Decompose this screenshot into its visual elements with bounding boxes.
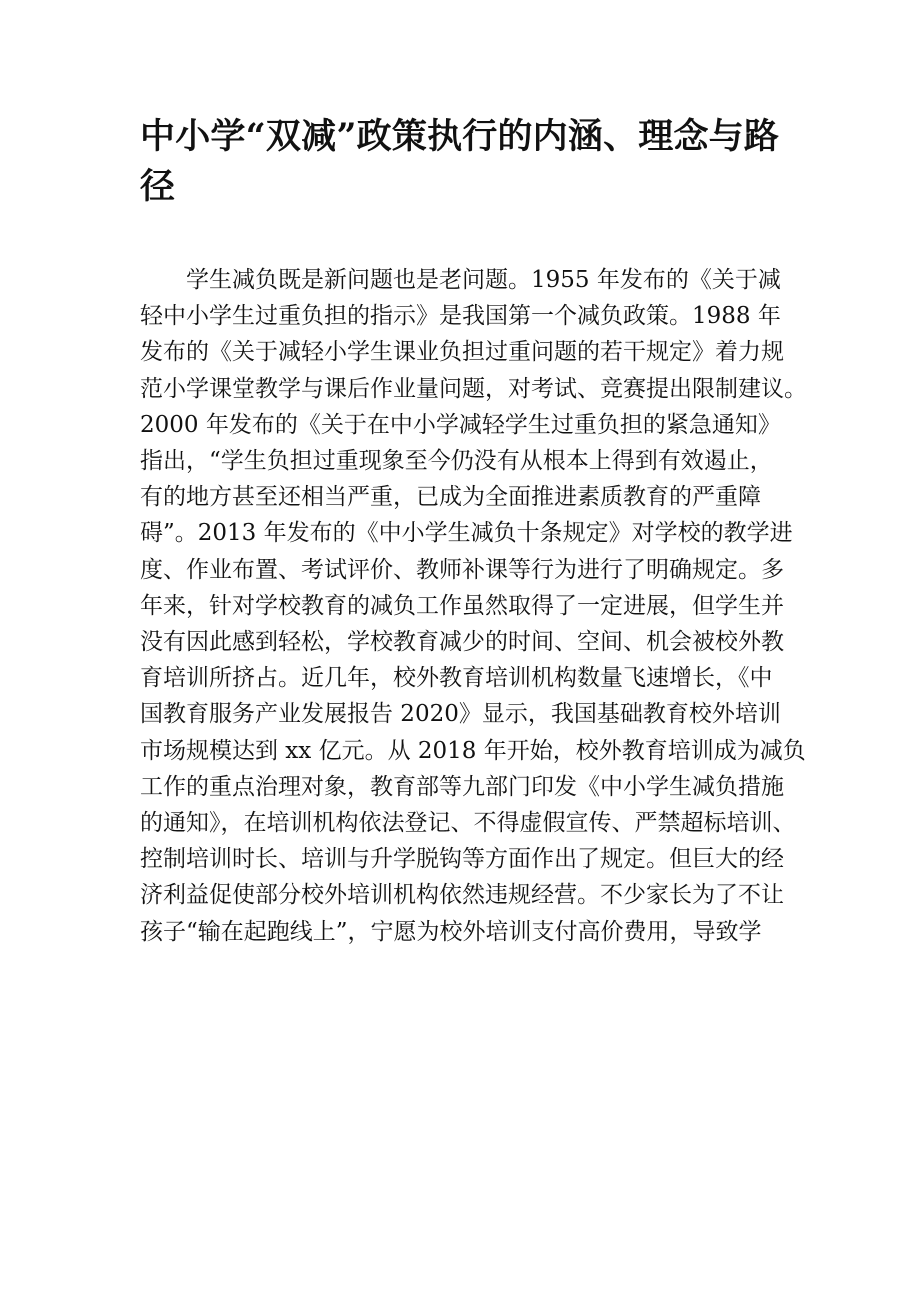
paragraph-line: 2000 年发布的《关于在中小学减轻学生过重负担的紧急通知》 — [140, 411, 781, 438]
paragraph-line: 的通知》，在培训机构依法登记、不得虚假宣传、严禁超标培训、 — [140, 810, 796, 837]
paragraph-line: 指出，“学生负担过重现象至今仍没有从根本上得到有效遏止， — [140, 448, 773, 475]
paragraph-line: 育培训所挤占。近几年，校外教育培训机构数量飞速增长，《中 — [140, 665, 773, 692]
paragraph-line: 孩子“输在起跑线上”，宁愿为校外培训支付高价费用，导致学 — [140, 918, 762, 945]
body-paragraph — [140, 262, 807, 950]
paragraph-line: 市场规模达到 xx 亿元。从 2018 年开始，校外教育培训成为减负 — [140, 737, 806, 764]
paragraph-line: 学生减负既是新问题也是老问题。1955 年发布的《关于减 — [186, 267, 781, 293]
paragraph-line: 国教育服务产业发展报告 2020》显示，我国基础教育校外培训 — [140, 701, 781, 728]
paragraph-line: 有的地方甚至还相当严重，已成为全面推进素质教育的严重障 — [140, 484, 761, 511]
paragraph-line: 发布的《关于减轻小学生课业负担过重问题的若干规定》着力规 — [140, 339, 784, 366]
document-title — [140, 112, 790, 212]
paragraph-line: 工作的重点治理对象，教育部等九部门印发《中小学生减负措施 — [140, 773, 784, 800]
title-line: 径 — [140, 166, 176, 207]
paragraph-line: 碍”。2013 年发布的《中小学生减负十条规定》对学校的教学进 — [140, 520, 793, 547]
paragraph-line: 济利益促使部分校外培训机构依然违规经营。不少家长为了不让 — [140, 882, 784, 909]
paragraph-line: 没有因此感到轻松，学校教育减少的时间、空间、机会被校外教 — [140, 629, 784, 656]
paragraph-line: 范小学课堂教学与课后作业量问题，对考试、竞赛提出限制建议。 — [140, 375, 807, 402]
paragraph-line: 轻中小学生过重负担的指示》是我国第一个减负政策。1988 年 — [140, 303, 781, 330]
paragraph-line: 控制培训时长、培训与升学脱钩等方面作出了规定。但巨大的经 — [140, 846, 784, 873]
title-line: 中小学“双减”政策执行的内涵、理念与路 — [140, 116, 780, 157]
paragraph-line: 年来，针对学校教育的减负工作虽然取得了一定进展，但学生并 — [140, 592, 784, 619]
paragraph-line: 度、作业布置、考试评价、教师补课等行为进行了明确规定。多 — [140, 556, 784, 583]
